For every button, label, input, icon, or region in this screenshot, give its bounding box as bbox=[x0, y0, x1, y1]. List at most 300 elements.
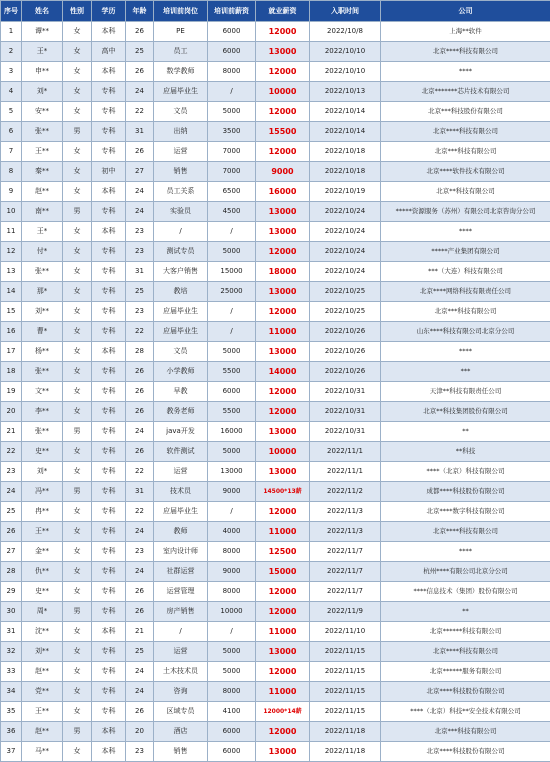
entry-date-cell: 2022/11/1 bbox=[310, 462, 381, 482]
gender-cell: 女 bbox=[63, 402, 92, 422]
entry-date-cell: 2022/11/15 bbox=[310, 682, 381, 702]
previous-position-cell: 软件测试 bbox=[154, 442, 208, 462]
person-name-cell: 秦** bbox=[22, 162, 63, 182]
person-name-cell: 赵** bbox=[22, 662, 63, 682]
col-education-header: 学历 bbox=[92, 1, 126, 22]
age-cell: 26 bbox=[126, 62, 154, 82]
employment-salary-cell: 13000 bbox=[256, 342, 310, 362]
age-cell: 25 bbox=[126, 282, 154, 302]
previous-position-cell: 土木技术员 bbox=[154, 662, 208, 682]
previous-position-cell: 社群运营 bbox=[154, 562, 208, 582]
education-cell: 专科 bbox=[92, 402, 126, 422]
company-cell: 北京****网络科技有限责任公司 bbox=[381, 282, 550, 302]
previous-position-cell: 销售 bbox=[154, 742, 208, 762]
entry-date-cell: 2022/10/18 bbox=[310, 142, 381, 162]
employment-salary-cell: 13000 bbox=[256, 742, 310, 762]
row-index-cell: 30 bbox=[1, 602, 22, 622]
entry-date-cell: 2022/11/3 bbox=[310, 522, 381, 542]
age-cell: 24 bbox=[126, 522, 154, 542]
row-index-cell: 8 bbox=[1, 162, 22, 182]
company-cell: 北京*******芯片技术有限公司 bbox=[381, 82, 550, 102]
previous-salary-cell: 5000 bbox=[208, 102, 256, 122]
gender-cell: 女 bbox=[63, 662, 92, 682]
company-cell: 北京****科技股份有限公司 bbox=[381, 682, 550, 702]
education-cell: 专科 bbox=[92, 142, 126, 162]
person-name-cell: 沈** bbox=[22, 622, 63, 642]
table-row bbox=[1, 562, 550, 582]
previous-position-cell: 咨询 bbox=[154, 682, 208, 702]
previous-salary-cell: 13000 bbox=[208, 462, 256, 482]
row-index-cell: 32 bbox=[1, 642, 22, 662]
company-cell: *** bbox=[381, 362, 550, 382]
age-cell: 24 bbox=[126, 202, 154, 222]
person-name-cell: 王** bbox=[22, 522, 63, 542]
gender-cell: 女 bbox=[63, 242, 92, 262]
age-cell: 24 bbox=[126, 662, 154, 682]
table-row bbox=[1, 602, 550, 622]
company-cell: 杭州****有限公司北京分公司 bbox=[381, 562, 550, 582]
entry-date-cell: 2022/11/7 bbox=[310, 562, 381, 582]
previous-position-cell: 教师 bbox=[154, 522, 208, 542]
previous-salary-cell: 4100 bbox=[208, 702, 256, 722]
row-index-cell: 36 bbox=[1, 722, 22, 742]
education-cell: 专科 bbox=[92, 602, 126, 622]
education-cell: 专科 bbox=[92, 282, 126, 302]
age-cell: 24 bbox=[126, 422, 154, 442]
previous-position-cell: PE bbox=[154, 22, 208, 42]
previous-position-cell: / bbox=[154, 222, 208, 242]
previous-salary-cell: / bbox=[208, 222, 256, 242]
previous-position-cell: 运营管理 bbox=[154, 582, 208, 602]
row-index-cell: 13 bbox=[1, 262, 22, 282]
gender-cell: 女 bbox=[63, 542, 92, 562]
gender-cell: 女 bbox=[63, 502, 92, 522]
table-row bbox=[1, 262, 550, 282]
person-name-cell: 刘** bbox=[22, 642, 63, 662]
person-name-cell: 王* bbox=[22, 222, 63, 242]
entry-date-cell: 2022/10/13 bbox=[310, 82, 381, 102]
employment-salary-cell: 12000 bbox=[256, 102, 310, 122]
entry-date-cell: 2022/11/10 bbox=[310, 622, 381, 642]
employment-salary-cell: 13000 bbox=[256, 202, 310, 222]
company-cell: 北京****科技有限公司 bbox=[381, 122, 550, 142]
education-cell: 本科 bbox=[92, 722, 126, 742]
previous-salary-cell: 10000 bbox=[208, 602, 256, 622]
row-index-cell: 7 bbox=[1, 142, 22, 162]
person-name-cell: 文** bbox=[22, 382, 63, 402]
employment-salary-cell: 13000 bbox=[256, 222, 310, 242]
company-cell: 北京****科技股份有限公司 bbox=[381, 742, 550, 762]
entry-date-cell: 2022/11/3 bbox=[310, 502, 381, 522]
employment-salary-cell: 14500*13薪 bbox=[256, 482, 310, 502]
entry-date-cell: 2022/10/14 bbox=[310, 122, 381, 142]
table-row bbox=[1, 622, 550, 642]
table-row bbox=[1, 582, 550, 602]
person-name-cell: 张** bbox=[22, 122, 63, 142]
age-cell: 21 bbox=[126, 622, 154, 642]
education-cell: 专科 bbox=[92, 102, 126, 122]
education-cell: 专科 bbox=[92, 242, 126, 262]
education-cell: 专科 bbox=[92, 382, 126, 402]
col-index-header: 序号 bbox=[1, 1, 22, 22]
employment-salary-cell: 12000 bbox=[256, 302, 310, 322]
row-index-cell: 11 bbox=[1, 222, 22, 242]
age-cell: 26 bbox=[126, 382, 154, 402]
row-index-cell: 10 bbox=[1, 202, 22, 222]
entry-date-cell: 2022/11/15 bbox=[310, 662, 381, 682]
person-name-cell: 王** bbox=[22, 142, 63, 162]
person-name-cell: 曹* bbox=[22, 322, 63, 342]
employment-salary-cell: 12000 bbox=[256, 722, 310, 742]
employment-salary-cell: 12000 bbox=[256, 242, 310, 262]
table-row bbox=[1, 122, 550, 142]
company-cell: 北京****科技有限公司 bbox=[381, 642, 550, 662]
table-row bbox=[1, 342, 550, 362]
previous-salary-cell: 5000 bbox=[208, 662, 256, 682]
entry-date-cell: 2022/11/1 bbox=[310, 442, 381, 462]
entry-date-cell: 2022/10/24 bbox=[310, 222, 381, 242]
col-previous-salary-header: 培训前薪资 bbox=[208, 1, 256, 22]
employment-salary-cell: 11000 bbox=[256, 622, 310, 642]
gender-cell: 女 bbox=[63, 362, 92, 382]
row-index-cell: 5 bbox=[1, 102, 22, 122]
previous-salary-cell: 8000 bbox=[208, 582, 256, 602]
gender-cell: 女 bbox=[63, 342, 92, 362]
education-cell: 本科 bbox=[92, 182, 126, 202]
employment-salary-cell: 13000 bbox=[256, 282, 310, 302]
entry-date-cell: 2022/11/18 bbox=[310, 722, 381, 742]
table-row bbox=[1, 182, 550, 202]
company-cell: ***（大连）科技有限公司 bbox=[381, 262, 550, 282]
previous-salary-cell: 4500 bbox=[208, 202, 256, 222]
row-index-cell: 3 bbox=[1, 62, 22, 82]
company-cell: *****资源服务（苏州）有限公司北京咨询分公司 bbox=[381, 202, 550, 222]
education-cell: 专科 bbox=[92, 262, 126, 282]
gender-cell: 女 bbox=[63, 62, 92, 82]
table-row bbox=[1, 202, 550, 222]
previous-salary-cell: 5000 bbox=[208, 342, 256, 362]
previous-position-cell: 运营 bbox=[154, 642, 208, 662]
education-cell: 初中 bbox=[92, 162, 126, 182]
company-cell: ** bbox=[381, 602, 550, 622]
person-name-cell: 申** bbox=[22, 62, 63, 82]
row-index-cell: 24 bbox=[1, 482, 22, 502]
gender-cell: 女 bbox=[63, 382, 92, 402]
person-name-cell: 马** bbox=[22, 742, 63, 762]
company-cell: **** bbox=[381, 62, 550, 82]
person-name-cell: 史** bbox=[22, 582, 63, 602]
table-row bbox=[1, 482, 550, 502]
employment-salary-cell: 9000 bbox=[256, 162, 310, 182]
col-age-header: 年龄 bbox=[126, 1, 154, 22]
gender-cell: 女 bbox=[63, 702, 92, 722]
gender-cell: 女 bbox=[63, 262, 92, 282]
education-cell: 专科 bbox=[92, 422, 126, 442]
person-name-cell: 南** bbox=[22, 202, 63, 222]
education-cell: 专科 bbox=[92, 322, 126, 342]
header-row bbox=[1, 1, 550, 22]
age-cell: 22 bbox=[126, 102, 154, 122]
gender-cell: 男 bbox=[63, 482, 92, 502]
table-row bbox=[1, 142, 550, 162]
age-cell: 31 bbox=[126, 262, 154, 282]
gender-cell: 女 bbox=[63, 142, 92, 162]
education-cell: 专科 bbox=[92, 482, 126, 502]
person-name-cell: 张** bbox=[22, 422, 63, 442]
gender-cell: 男 bbox=[63, 722, 92, 742]
education-cell: 本科 bbox=[92, 62, 126, 82]
entry-date-cell: 2022/10/24 bbox=[310, 202, 381, 222]
row-index-cell: 20 bbox=[1, 402, 22, 422]
previous-salary-cell: 16000 bbox=[208, 422, 256, 442]
person-name-cell: 赵** bbox=[22, 722, 63, 742]
age-cell: 26 bbox=[126, 22, 154, 42]
employment-salary-cell: 10000 bbox=[256, 82, 310, 102]
employment-salary-cell: 11000 bbox=[256, 522, 310, 542]
gender-cell: 男 bbox=[63, 422, 92, 442]
company-cell: 北京***科技有限公司 bbox=[381, 722, 550, 742]
entry-date-cell: 2022/10/26 bbox=[310, 342, 381, 362]
col-name-header: 姓名 bbox=[22, 1, 63, 22]
row-index-cell: 14 bbox=[1, 282, 22, 302]
previous-salary-cell: 6000 bbox=[208, 722, 256, 742]
row-index-cell: 6 bbox=[1, 122, 22, 142]
age-cell: 26 bbox=[126, 702, 154, 722]
previous-position-cell: 应届毕业生 bbox=[154, 502, 208, 522]
entry-date-cell: 2022/11/2 bbox=[310, 482, 381, 502]
gender-cell: 女 bbox=[63, 22, 92, 42]
person-name-cell: 杨** bbox=[22, 342, 63, 362]
previous-position-cell: 测试专员 bbox=[154, 242, 208, 262]
table-row bbox=[1, 382, 550, 402]
education-cell: 本科 bbox=[92, 622, 126, 642]
previous-salary-cell: 5000 bbox=[208, 442, 256, 462]
gender-cell: 男 bbox=[63, 602, 92, 622]
previous-position-cell: 房产销售 bbox=[154, 602, 208, 622]
person-name-cell: 史** bbox=[22, 442, 63, 462]
education-cell: 专科 bbox=[92, 562, 126, 582]
previous-position-cell: 运营 bbox=[154, 142, 208, 162]
education-cell: 专科 bbox=[92, 522, 126, 542]
company-cell: **** bbox=[381, 542, 550, 562]
age-cell: 27 bbox=[126, 162, 154, 182]
education-cell: 专科 bbox=[92, 682, 126, 702]
previous-position-cell: 教培 bbox=[154, 282, 208, 302]
table-row bbox=[1, 442, 550, 462]
row-index-cell: 31 bbox=[1, 622, 22, 642]
table-row bbox=[1, 682, 550, 702]
table-row bbox=[1, 42, 550, 62]
table-row bbox=[1, 242, 550, 262]
gender-cell: 女 bbox=[63, 282, 92, 302]
entry-date-cell: 2022/11/15 bbox=[310, 702, 381, 722]
row-index-cell: 25 bbox=[1, 502, 22, 522]
col-company-header: 公司 bbox=[381, 1, 550, 22]
entry-date-cell: 2022/11/7 bbox=[310, 542, 381, 562]
previous-position-cell: / bbox=[154, 622, 208, 642]
previous-position-cell: 技术员 bbox=[154, 482, 208, 502]
education-cell: 专科 bbox=[92, 702, 126, 722]
company-cell: 北京******科技有限公司 bbox=[381, 622, 550, 642]
col-entry-date-header: 入职时间 bbox=[310, 1, 381, 22]
employment-salary-cell: 13000 bbox=[256, 422, 310, 442]
education-cell: 专科 bbox=[92, 542, 126, 562]
table-row bbox=[1, 642, 550, 662]
company-cell: 北京***科技有限公司 bbox=[381, 142, 550, 162]
table-header bbox=[1, 1, 550, 22]
table-row bbox=[1, 82, 550, 102]
age-cell: 25 bbox=[126, 42, 154, 62]
previous-position-cell: 早教 bbox=[154, 382, 208, 402]
previous-salary-cell: / bbox=[208, 322, 256, 342]
previous-salary-cell: 6500 bbox=[208, 182, 256, 202]
education-cell: 专科 bbox=[92, 362, 126, 382]
employment-salary-cell: 12000 bbox=[256, 142, 310, 162]
education-cell: 专科 bbox=[92, 122, 126, 142]
education-cell: 本科 bbox=[92, 742, 126, 762]
previous-salary-cell: / bbox=[208, 502, 256, 522]
row-index-cell: 4 bbox=[1, 82, 22, 102]
previous-salary-cell: / bbox=[208, 622, 256, 642]
previous-salary-cell: 7000 bbox=[208, 142, 256, 162]
person-name-cell: 安** bbox=[22, 102, 63, 122]
gender-cell: 女 bbox=[63, 302, 92, 322]
entry-date-cell: 2022/11/7 bbox=[310, 582, 381, 602]
age-cell: 28 bbox=[126, 342, 154, 362]
table-row bbox=[1, 222, 550, 242]
age-cell: 22 bbox=[126, 462, 154, 482]
gender-cell: 女 bbox=[63, 742, 92, 762]
entry-date-cell: 2022/10/26 bbox=[310, 362, 381, 382]
age-cell: 31 bbox=[126, 482, 154, 502]
gender-cell: 女 bbox=[63, 582, 92, 602]
table-row bbox=[1, 22, 550, 42]
table-row bbox=[1, 62, 550, 82]
entry-date-cell: 2022/10/31 bbox=[310, 382, 381, 402]
entry-date-cell: 2022/10/10 bbox=[310, 62, 381, 82]
person-name-cell: 仇** bbox=[22, 562, 63, 582]
previous-salary-cell: 6000 bbox=[208, 42, 256, 62]
employment-salary-cell: 12000 bbox=[256, 382, 310, 402]
gender-cell: 女 bbox=[63, 162, 92, 182]
row-index-cell: 1 bbox=[1, 22, 22, 42]
education-cell: 专科 bbox=[92, 662, 126, 682]
age-cell: 24 bbox=[126, 562, 154, 582]
table-row bbox=[1, 162, 550, 182]
company-cell: ** bbox=[381, 422, 550, 442]
company-cell: *****产业集团有限公司 bbox=[381, 242, 550, 262]
row-index-cell: 15 bbox=[1, 302, 22, 322]
entry-date-cell: 2022/10/31 bbox=[310, 422, 381, 442]
education-cell: 专科 bbox=[92, 302, 126, 322]
previous-salary-cell: 9000 bbox=[208, 562, 256, 582]
company-cell: 山东****科技有限公司北京分公司 bbox=[381, 322, 550, 342]
age-cell: 24 bbox=[126, 82, 154, 102]
previous-position-cell: 运营 bbox=[154, 462, 208, 482]
table-row bbox=[1, 402, 550, 422]
previous-salary-cell: 6000 bbox=[208, 382, 256, 402]
person-name-cell: 金** bbox=[22, 542, 63, 562]
company-cell: 成都****科技股份有限公司 bbox=[381, 482, 550, 502]
employment-salary-cell: 15000 bbox=[256, 562, 310, 582]
gender-cell: 女 bbox=[63, 182, 92, 202]
col-employment-salary-header: 就业薪资 bbox=[256, 1, 310, 22]
age-cell: 23 bbox=[126, 222, 154, 242]
table-row bbox=[1, 742, 550, 762]
entry-date-cell: 2022/10/25 bbox=[310, 302, 381, 322]
gender-cell: 女 bbox=[63, 522, 92, 542]
table-row bbox=[1, 542, 550, 562]
row-index-cell: 9 bbox=[1, 182, 22, 202]
previous-position-cell: 文员 bbox=[154, 102, 208, 122]
person-name-cell: 刘* bbox=[22, 82, 63, 102]
person-name-cell: 谭** bbox=[22, 22, 63, 42]
previous-salary-cell: 5500 bbox=[208, 402, 256, 422]
entry-date-cell: 2022/10/19 bbox=[310, 182, 381, 202]
person-name-cell: 付* bbox=[22, 242, 63, 262]
education-cell: 本科 bbox=[92, 222, 126, 242]
age-cell: 24 bbox=[126, 682, 154, 702]
company-cell: 北京***科技有限公司 bbox=[381, 302, 550, 322]
table-row bbox=[1, 462, 550, 482]
company-cell: **** bbox=[381, 342, 550, 362]
company-cell: 北京***科技股份有限公司 bbox=[381, 102, 550, 122]
age-cell: 26 bbox=[126, 442, 154, 462]
previous-salary-cell: 6000 bbox=[208, 742, 256, 762]
company-cell: ****信息技术（集团）股份有限公司 bbox=[381, 582, 550, 602]
age-cell: 20 bbox=[126, 722, 154, 742]
entry-date-cell: 2022/10/24 bbox=[310, 242, 381, 262]
person-name-cell: 党** bbox=[22, 682, 63, 702]
entry-date-cell: 2022/10/8 bbox=[310, 22, 381, 42]
age-cell: 26 bbox=[126, 142, 154, 162]
previous-position-cell: 应届毕业生 bbox=[154, 302, 208, 322]
table-row bbox=[1, 522, 550, 542]
employment-salary-cell: 13000 bbox=[256, 42, 310, 62]
previous-position-cell: 小学教师 bbox=[154, 362, 208, 382]
row-index-cell: 16 bbox=[1, 322, 22, 342]
employment-salary-cell: 11000 bbox=[256, 322, 310, 342]
person-name-cell: 李** bbox=[22, 402, 63, 422]
employment-salary-cell: 11000 bbox=[256, 682, 310, 702]
previous-salary-cell: 7000 bbox=[208, 162, 256, 182]
table-row bbox=[1, 362, 550, 382]
employment-salary-cell: 15500 bbox=[256, 122, 310, 142]
row-index-cell: 26 bbox=[1, 522, 22, 542]
previous-salary-cell: 5500 bbox=[208, 362, 256, 382]
education-cell: 本科 bbox=[92, 342, 126, 362]
education-cell: 专科 bbox=[92, 202, 126, 222]
company-cell: 北京****软件技术有限公司 bbox=[381, 162, 550, 182]
employment-salary-cell: 12000 bbox=[256, 22, 310, 42]
employment-salary-cell: 12000 bbox=[256, 62, 310, 82]
gender-cell: 女 bbox=[63, 622, 92, 642]
gender-cell: 女 bbox=[63, 222, 92, 242]
entry-date-cell: 2022/10/18 bbox=[310, 162, 381, 182]
row-index-cell: 2 bbox=[1, 42, 22, 62]
row-index-cell: 21 bbox=[1, 422, 22, 442]
age-cell: 22 bbox=[126, 322, 154, 342]
previous-salary-cell: 6000 bbox=[208, 22, 256, 42]
age-cell: 23 bbox=[126, 302, 154, 322]
previous-position-cell: 出纳 bbox=[154, 122, 208, 142]
company-cell: 北京******服务有限公司 bbox=[381, 662, 550, 682]
gender-cell: 女 bbox=[63, 102, 92, 122]
previous-position-cell: 室内设计师 bbox=[154, 542, 208, 562]
person-name-cell: 赵** bbox=[22, 182, 63, 202]
table-row bbox=[1, 662, 550, 682]
row-index-cell: 28 bbox=[1, 562, 22, 582]
